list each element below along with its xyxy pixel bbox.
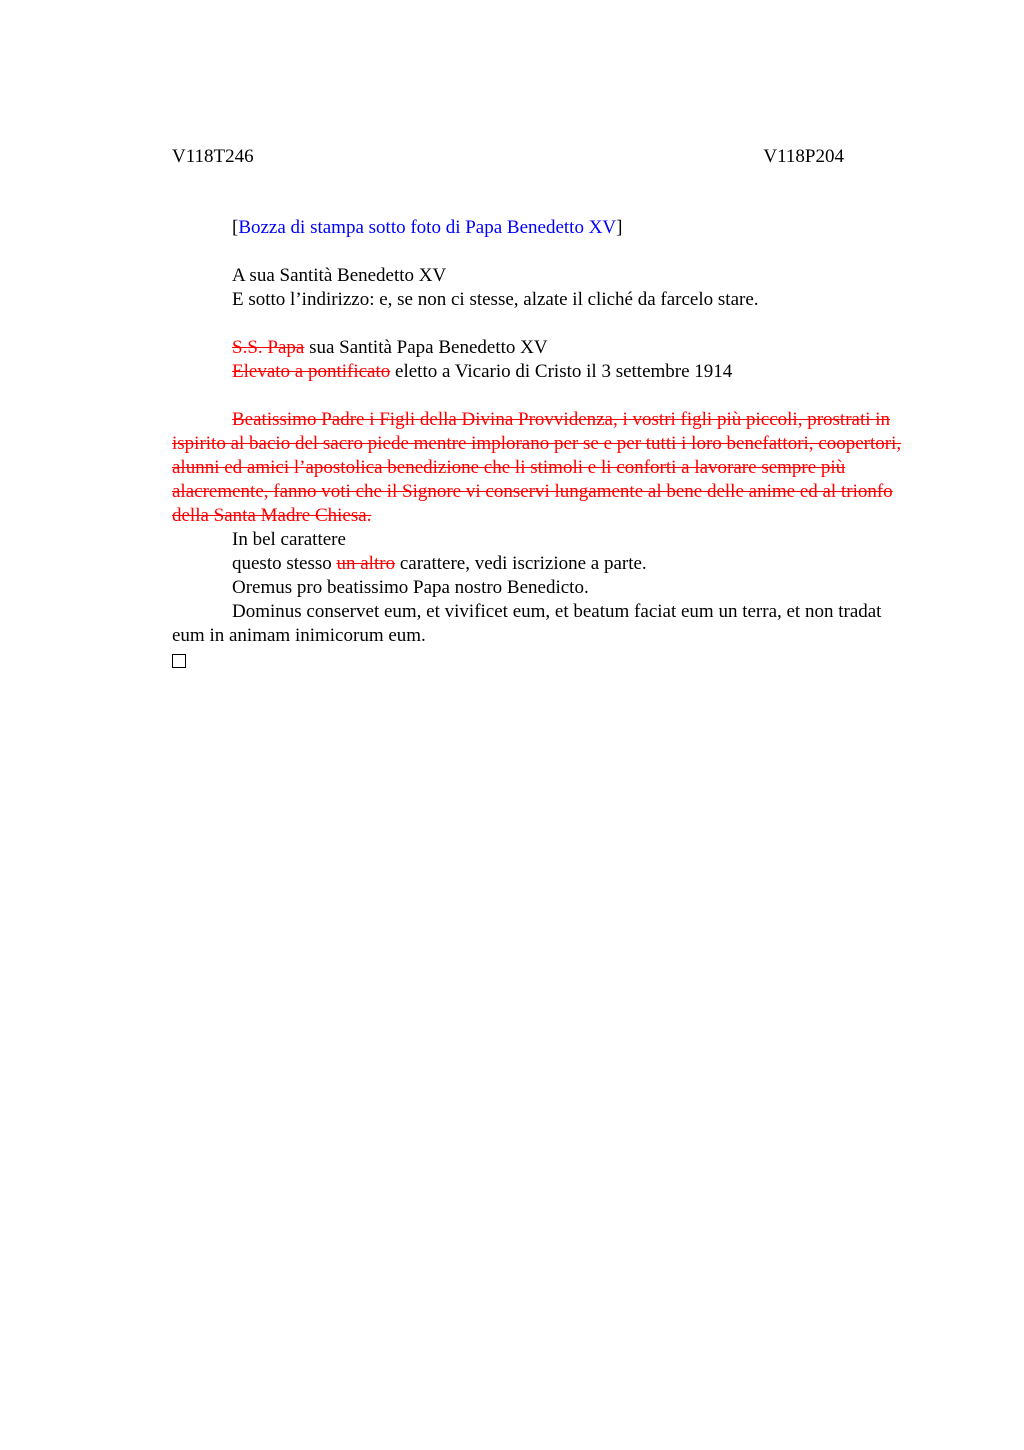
deleted-text: S.S. Papa	[232, 337, 305, 358]
document-body	[172, 216, 932, 675]
deleted-paragraph: Beatissimo Padre i Figli della Divina Provvidenza, i vostri figli più piccoli, prostrati in ispirito al bacio del sacro piede mentre implorano per se e per tutti i loro benefattori, coopertori, alunni ed amici l’apostolica benedizione che li stimoli e li conforti a lavorare sempre più alacremente, fanno voti che il Signore vi conservi lungamente al bene delle anime ed al trionfo della Santa Madre Chiesa.	[172, 409, 902, 526]
title-line-1-text: sua Santità Papa Benedetto XV	[304, 337, 548, 358]
title-line-2	[172, 360, 932, 384]
note-line-3: Oremus pro beatissimo Papa nostro Benedicto.	[232, 577, 589, 598]
title-line-1	[172, 336, 932, 360]
note-line-2	[172, 552, 932, 576]
note-line-2-prefix: questo stesso	[232, 553, 337, 574]
address-line-2: E sotto l’indirizzo: e, se non ci stesse, alzate il cliché da farcelo stare.	[232, 289, 759, 310]
header-right-code: V118P204	[763, 146, 844, 167]
deleted-text: Elevato a pontificato	[232, 361, 391, 382]
deleted-text: un altro	[336, 553, 396, 574]
note-line-4: Dominus conservet eum, et vivificet eum, et beatum faciat eum un terra, et non tradat eum in animam inimicorum eum.	[172, 601, 882, 646]
page-header	[172, 146, 844, 172]
caption-open-bracket: [	[232, 217, 239, 238]
caption-line	[172, 216, 932, 240]
end-mark	[172, 648, 932, 675]
caption-close-bracket: ]	[616, 217, 623, 238]
address-line-1: A sua Santità Benedetto XV	[232, 265, 447, 286]
empty-square-icon	[172, 654, 186, 668]
header-left-code: V118T246	[172, 146, 254, 167]
title-line-2-text: eletto a Vicario di Cristo il 3 settembre 1914	[390, 361, 733, 382]
note-line-1: In bel carattere	[232, 529, 346, 550]
caption-text: Bozza di stampa sotto foto di Papa Benedetto XV	[238, 217, 617, 238]
note-line-2-suffix: carattere, vedi iscrizione a parte.	[395, 553, 647, 574]
